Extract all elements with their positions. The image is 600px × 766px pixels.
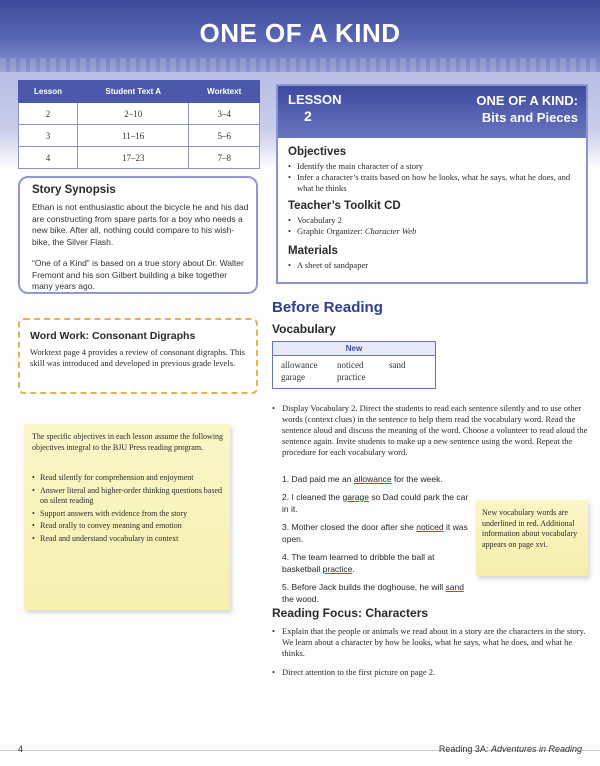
table-cell: 2–10: [78, 103, 189, 125]
vocab-word: sand: [389, 360, 406, 370]
bullet-icon: •: [272, 403, 275, 413]
sentence-number: 5.: [282, 582, 290, 592]
sentence-number: 2.: [282, 492, 290, 502]
reading-focus-heading: Reading Focus: Characters: [272, 606, 429, 620]
objectives-list: [288, 161, 578, 194]
column-header: Worktext: [189, 81, 260, 103]
story-synopsis-box: [18, 176, 258, 294]
lesson-number: 2: [304, 108, 312, 124]
table-cell: 3: [19, 125, 78, 147]
vocab-word-underlined: noticed: [416, 522, 444, 532]
toolkit-item-title: Character Web: [364, 226, 417, 236]
word-work-box: [18, 318, 258, 394]
table-cell: 7–8: [189, 147, 260, 169]
vocab-word-underlined: allowance: [353, 474, 392, 484]
synopsis-heading: Story Synopsis: [32, 184, 116, 196]
bullet-icon: •: [272, 626, 275, 636]
table-cell: 3–4: [189, 103, 260, 125]
column-header: Student Text A: [78, 81, 189, 103]
table-cell: 4: [19, 147, 78, 169]
materials-heading: Materials: [288, 245, 338, 257]
table-cell: 11–16: [78, 125, 189, 147]
table-row: [19, 147, 260, 169]
vocabulary-heading: Vocabulary: [272, 322, 336, 336]
lesson-title: ONE OF A KIND:: [476, 93, 578, 108]
vocab-word-underlined: garage: [342, 492, 369, 502]
note-text: New vocabulary words are underlined in red. Additional information about vocabulary appears on page xvi.: [482, 508, 578, 549]
lesson-header: [278, 86, 586, 138]
sentence-text: The team learned to dribble the ball at basketball: [282, 552, 435, 574]
lesson-label: LESSON: [288, 92, 342, 107]
vocabulary-box: [272, 341, 436, 389]
sentence-text: Before Jack builds the doghouse, he will: [291, 582, 446, 592]
book-subtitle: Adventures in Reading: [490, 744, 582, 754]
vocab-word-underlined: practice: [322, 563, 353, 574]
vocabulary-box-label: New: [273, 342, 435, 356]
list-item: [282, 522, 472, 545]
list-item: [282, 582, 472, 605]
reading-focus-text: Direct attention to the first picture on page 2.: [282, 667, 436, 677]
sentence-text: Mother closed the door after she: [291, 522, 417, 532]
objectives-heading: Objectives: [288, 146, 347, 158]
vocab-instruction: Display Vocabulary 2. Direct the students to read each sentence silently and to use other words (context clues) in the sentence to help them read the vocabulary word. Read the sentence aloud and discuss the meaning of the word. Choose a volunteer to read aloud the sentence again. Invite students to make up a new sentence using the word. Repeat the procedure for each vocabulary word.: [282, 403, 588, 457]
reading-focus-text: Explain that the people or animals we read about in a story are the characters in the story. We learn about a character by how he looks, what he says, what he does, and what he thinks.: [282, 626, 586, 658]
word-work-heading: Word Work: Consonant Digraphs: [30, 330, 196, 342]
synopsis-paragraph: “One of a Kind” is based on a true story about Dr. Walter Fremont and his son Gilbert building a bike together many years ago.: [32, 258, 244, 291]
vocab-word-underlined: sand: [445, 582, 464, 592]
list-item: • Read and understand vocabulary in context: [32, 534, 228, 545]
sentence-text: it was open.: [282, 522, 468, 544]
lesson-subtitle: Bits and Pieces: [481, 110, 578, 125]
sentence-number: 3.: [282, 522, 290, 532]
table-cell: 2: [19, 103, 78, 125]
list-item: • Infer a character’s traits based on how he looks, what he says, what he does, and what he thinks: [288, 172, 578, 194]
sentence-text: the wood.: [282, 593, 319, 604]
list-item: • Support answers with evidence from the story: [32, 509, 228, 520]
list-item: • Identify the main character of a story: [288, 161, 578, 172]
vocab-word: noticed: [337, 360, 364, 370]
toolkit-heading: Teacher’s Toolkit CD: [288, 200, 401, 212]
list-item: [282, 474, 472, 486]
sentence-text: .: [352, 563, 355, 574]
before-reading-heading: Before Reading: [272, 299, 383, 316]
vocab-word: allowance: [281, 360, 318, 370]
sentence-text: Dad paid me an: [291, 474, 354, 484]
bullet-icon: •: [272, 667, 275, 677]
list-item: [282, 552, 472, 575]
column-header: Lesson: [19, 81, 78, 103]
list-item: • Vocabulary 2: [288, 215, 578, 226]
sentence-number: 4.: [282, 552, 290, 562]
list-item: • A sheet of sandpaper: [288, 260, 578, 271]
header-banner: [0, 0, 600, 72]
sentence-text: I cleaned the: [291, 492, 343, 502]
synopsis-paragraph: Ethan is not enthusiastic about the bicycle he and his dad are constructing from spare parts for a boy who needs a new bike. After all, nothing could compare to his wish-bike, the Silver Flash.: [32, 202, 249, 247]
banner-stripes: [0, 58, 600, 72]
table-header-row: [19, 81, 260, 103]
page-title: ONE OF A KIND: [199, 18, 401, 48]
lesson-table: [18, 80, 260, 169]
sentence-number: 1.: [282, 474, 290, 484]
table-cell: 17–23: [78, 147, 189, 169]
list-item: • Read orally to convey meaning and emotion: [32, 521, 228, 532]
objectives-sticky-note: [24, 424, 230, 610]
table-cell: 5–6: [189, 125, 260, 147]
list-item: [282, 492, 472, 515]
table-row: [19, 125, 260, 147]
list-item: • Read silently for comprehension and enjoyment: [32, 473, 228, 484]
vocabulary-sticky-note: [476, 500, 588, 576]
book-title: Reading 3A:: [438, 744, 489, 754]
table-row: [19, 103, 260, 125]
sentence-text: for the week.: [391, 474, 443, 484]
sentence-text: so Dad could park the car in it.: [282, 492, 469, 514]
toolkit-list: [288, 215, 578, 237]
list-item: • Answer literal and higher-order thinking questions based on silent reading: [32, 486, 228, 507]
note-list: [32, 473, 228, 546]
note-intro: The specific objectives in each lesson assume the following objectives integral to the BJU Press reading program.: [32, 432, 224, 452]
footer-book-title: [439, 744, 582, 754]
materials-list: [288, 260, 578, 271]
vocab-word: practice: [337, 372, 366, 382]
word-work-text: Worktext page 4 provides a review of consonant digraphs. This skill was introduced and developed in previous grade levels.: [30, 347, 245, 368]
lesson-info-box: [276, 84, 588, 284]
page-number: 4: [18, 744, 24, 754]
list-item: [288, 226, 578, 237]
vocab-word: garage: [281, 372, 305, 382]
toolkit-item-label: Graphic Organizer:: [297, 226, 363, 236]
